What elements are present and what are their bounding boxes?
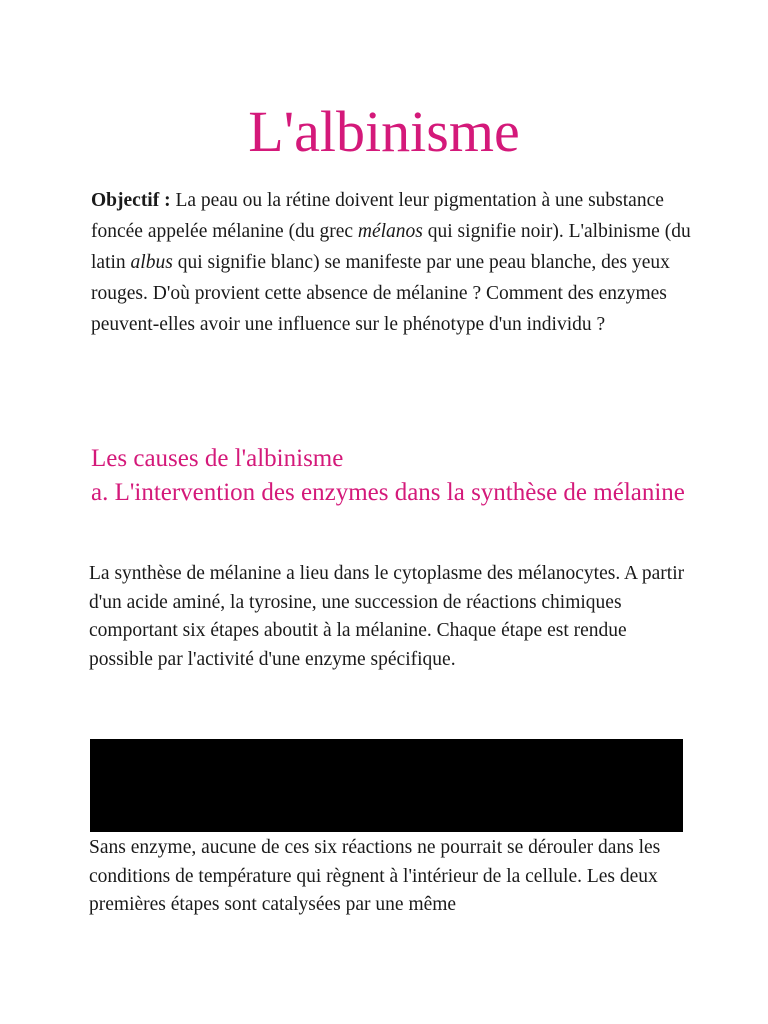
document-title: L'albinisme [248, 99, 520, 164]
objectif-term-melanos: mélanos [357, 221, 423, 242]
paragraph-sans-enzyme: Sans enzyme, aucune de ces six réactions ne pourrait se dérouler dans les conditions de température qui règnent à l'intérieur de la cellule. Les deux premières étapes sont catalysées par une même [89, 837, 661, 915]
paragraph-synthese: La synthèse de mélanine a lieu dans le cytoplasme des mélanocytes. A partir d'un acide aminé, la tyrosine, une succession de réactions chimiques comportant six étapes aboutit à la mélanine. Chaque étape est rendue possible par l'activité d'une enzyme spécifique. [89, 563, 685, 670]
objectif-text-2: qui signifie noir). L'albinisme (du latin [91, 221, 691, 273]
objectif-text-1: La peau ou la rétine doivent leur pigmentation à une substance foncée appelée mélanine (du grec [91, 190, 664, 242]
section-heading-line-1: Les causes de l'albinisme [91, 445, 344, 472]
redacted-image-block [90, 739, 683, 832]
objectif-label: Objectif : [91, 190, 171, 211]
objectif-text-3: qui signifie blanc) se manifeste par une peau blanche, des yeux rouges. D'où provient cette absence de mélanine ? Comment des enzymes peuvent-elles avoir une influence sur le phénotype d'un individu ? [91, 252, 670, 335]
objectif-paragraph [91, 185, 691, 340]
section-heading [91, 442, 691, 510]
objectif-term-albus: albus [130, 252, 173, 273]
section-heading-line-2: a. L'intervention des enzymes dans la synthèse de mélanine [91, 479, 685, 506]
